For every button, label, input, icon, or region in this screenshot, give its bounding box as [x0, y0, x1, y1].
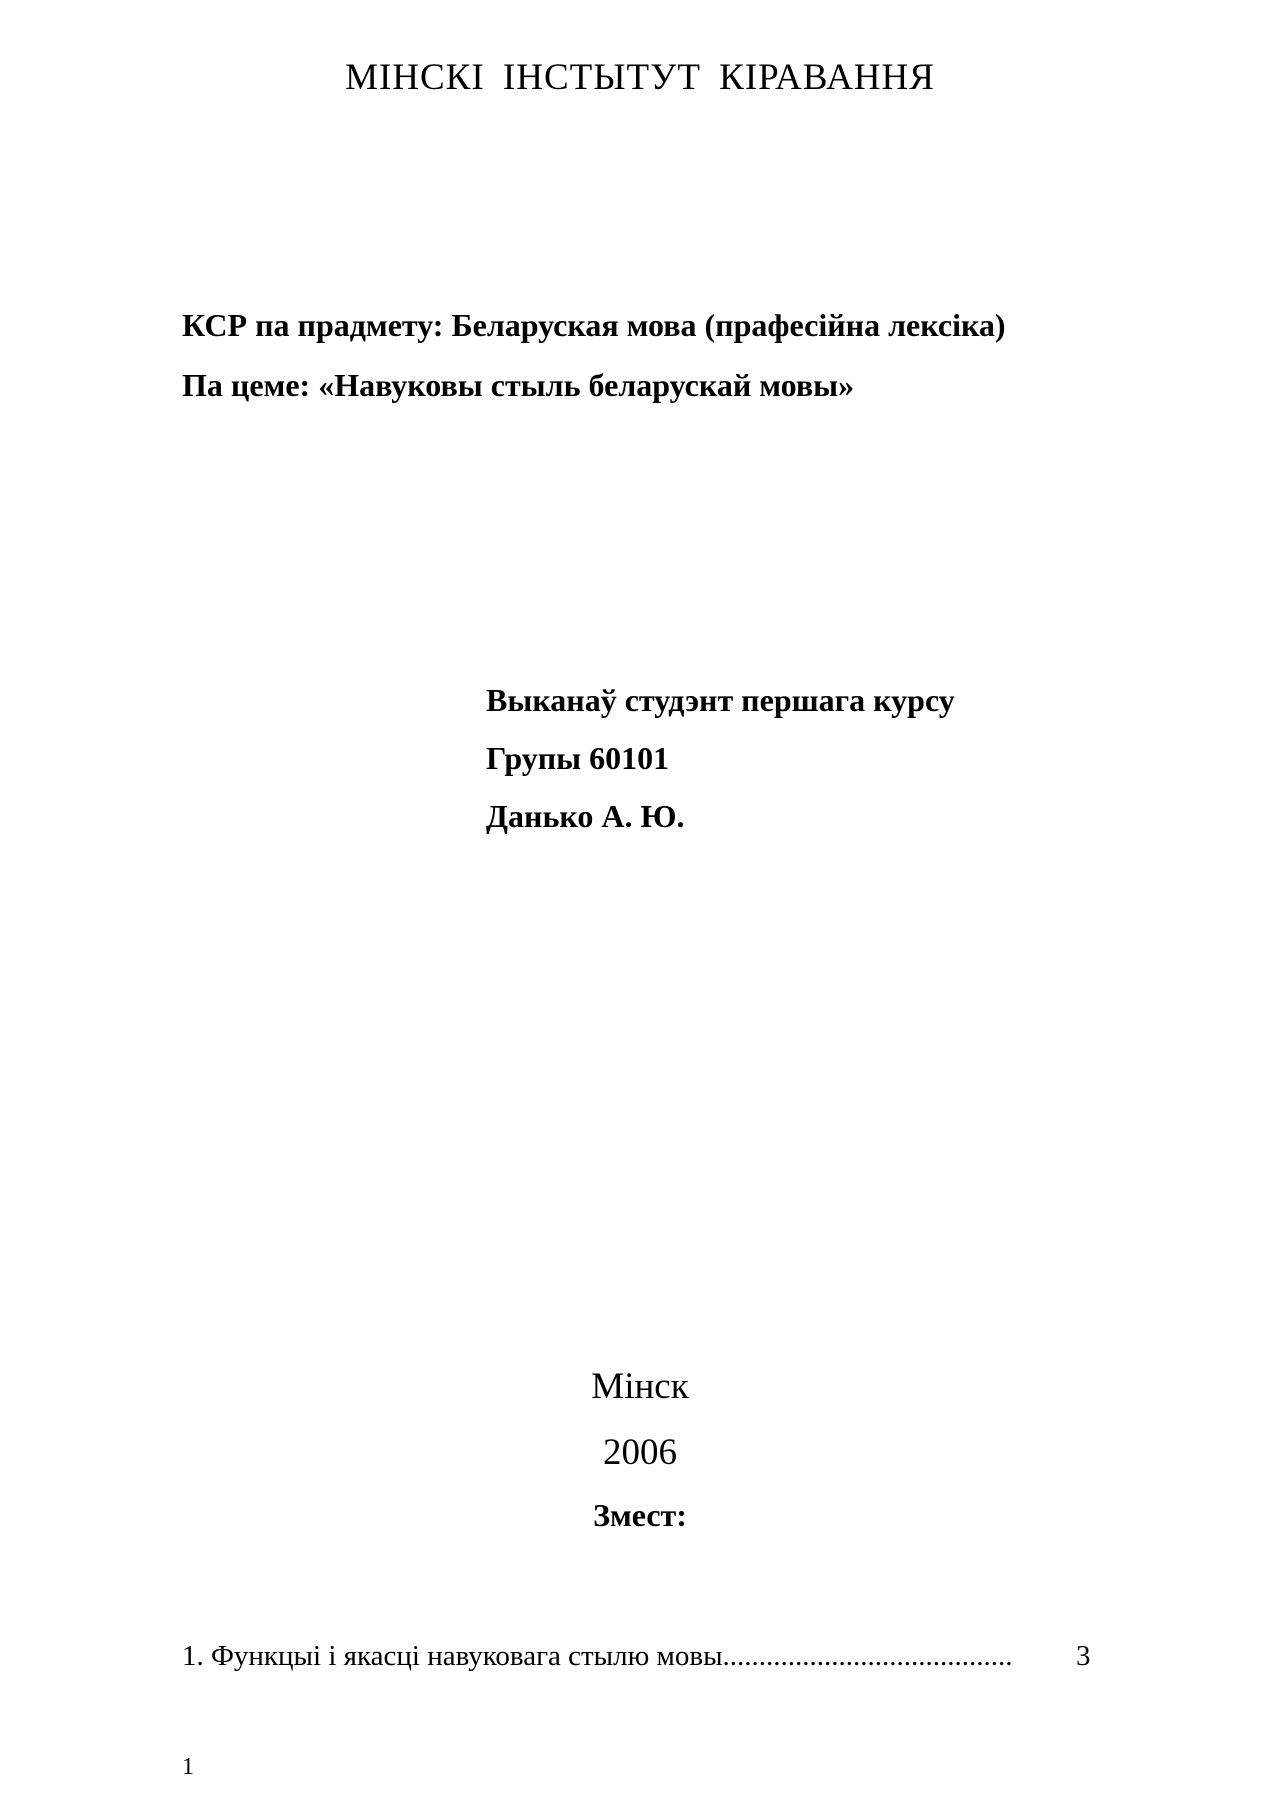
year: 2006	[603, 1432, 677, 1473]
subject-line: КСР па прадмету: Беларуская мова (прафесійна лексіка)	[182, 307, 1006, 343]
subject-block	[182, 295, 1006, 415]
author-block	[486, 671, 955, 845]
author-name: Данько А. Ю.	[486, 798, 685, 834]
author-group: Групы 60101	[486, 740, 670, 776]
institute-title: МІНСКІ ІНСТЫТУТ КІРАВАННЯ	[345, 57, 935, 98]
page-number: 1	[182, 1754, 194, 1780]
author-status: Выканаў студэнт першага курсу	[486, 682, 955, 718]
toc-entry-page: 3	[1076, 1640, 1091, 1672]
topic-line: Па цеме: «Навуковы стыль беларускай мовы»	[182, 367, 855, 403]
toc-entry-text: 1. Функцыі і якасці навуковага стылю мовы........................................	[182, 1640, 1013, 1672]
city: Мінск	[591, 1366, 689, 1407]
contents-title: Змест:	[593, 1497, 687, 1533]
